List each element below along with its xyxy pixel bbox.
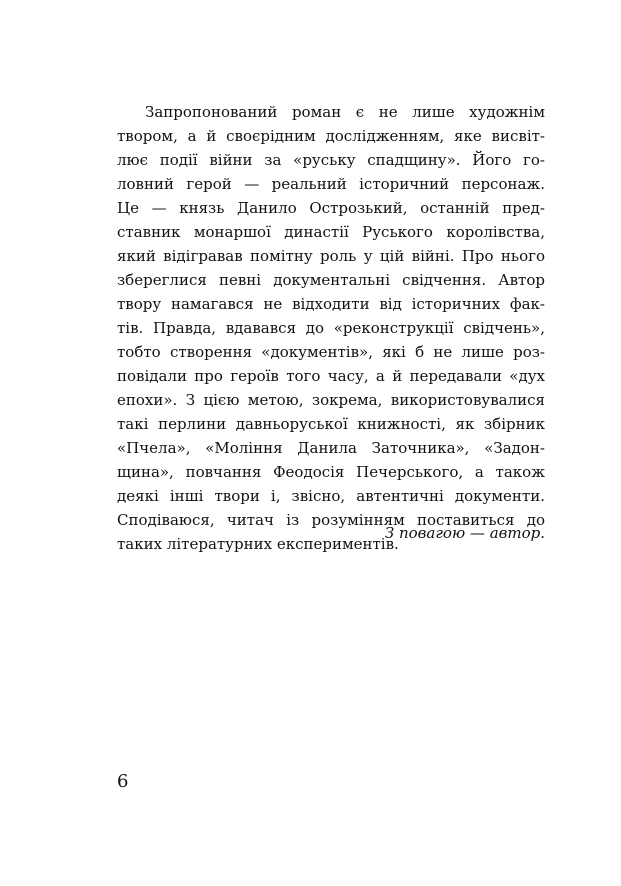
paragraph-line: повідали про героїв того часу, а й передавали «дух bbox=[117, 367, 545, 385]
paragraph-line: щина», повчання Феодосія Печерського, а також bbox=[117, 463, 545, 481]
paragraph-line: тобто створення «документів», які б не лише роз- bbox=[117, 343, 545, 361]
paragraph-line: ловний герой — реальний історичний персонаж. bbox=[117, 175, 545, 193]
paragraph-line: твору намагався не відходити від історичних фак- bbox=[117, 295, 545, 313]
paragraph-line: який відігравав помітну роль у цій війні. Про нього bbox=[117, 247, 545, 265]
paragraph-line: епохи». З цією метою, зокрема, використовувалися bbox=[117, 391, 545, 409]
paragraph-line: такі перлини давньоруської книжності, як збірник bbox=[117, 415, 545, 433]
page-number: 6 bbox=[117, 771, 129, 792]
preface-paragraph bbox=[117, 100, 545, 556]
paragraph-line: ставник монаршої династії Руського королівства, bbox=[117, 223, 545, 241]
author-signature: З повагою — автор. bbox=[384, 524, 545, 542]
paragraph-line: Це — князь Данило Острозький, останній пред- bbox=[117, 199, 545, 217]
paragraph-line: збереглися певні документальні свідчення. Автор bbox=[117, 271, 545, 289]
paragraph-line: тів. Правда, вдавався до «реконструкції свідчень», bbox=[117, 319, 545, 337]
paragraph-line: таких літературних експериментів. bbox=[117, 535, 399, 553]
paragraph-line: «Пчела», «Моління Данила Заточника», «Задон- bbox=[117, 439, 545, 457]
paragraph-line: твором, а й своєрідним дослідженням, яке висвіт- bbox=[117, 127, 545, 145]
paragraph-line: деякі інші твори і, звісно, автентичні документи. bbox=[117, 487, 545, 505]
paragraph-line: лює події війни за «руську спадщину». Його го- bbox=[117, 151, 545, 169]
paragraph-line: Сподіваюся, читач із розумінням поставиться до bbox=[117, 511, 545, 529]
paragraph-line: Запропонований роман є не лише художнім bbox=[145, 103, 545, 121]
